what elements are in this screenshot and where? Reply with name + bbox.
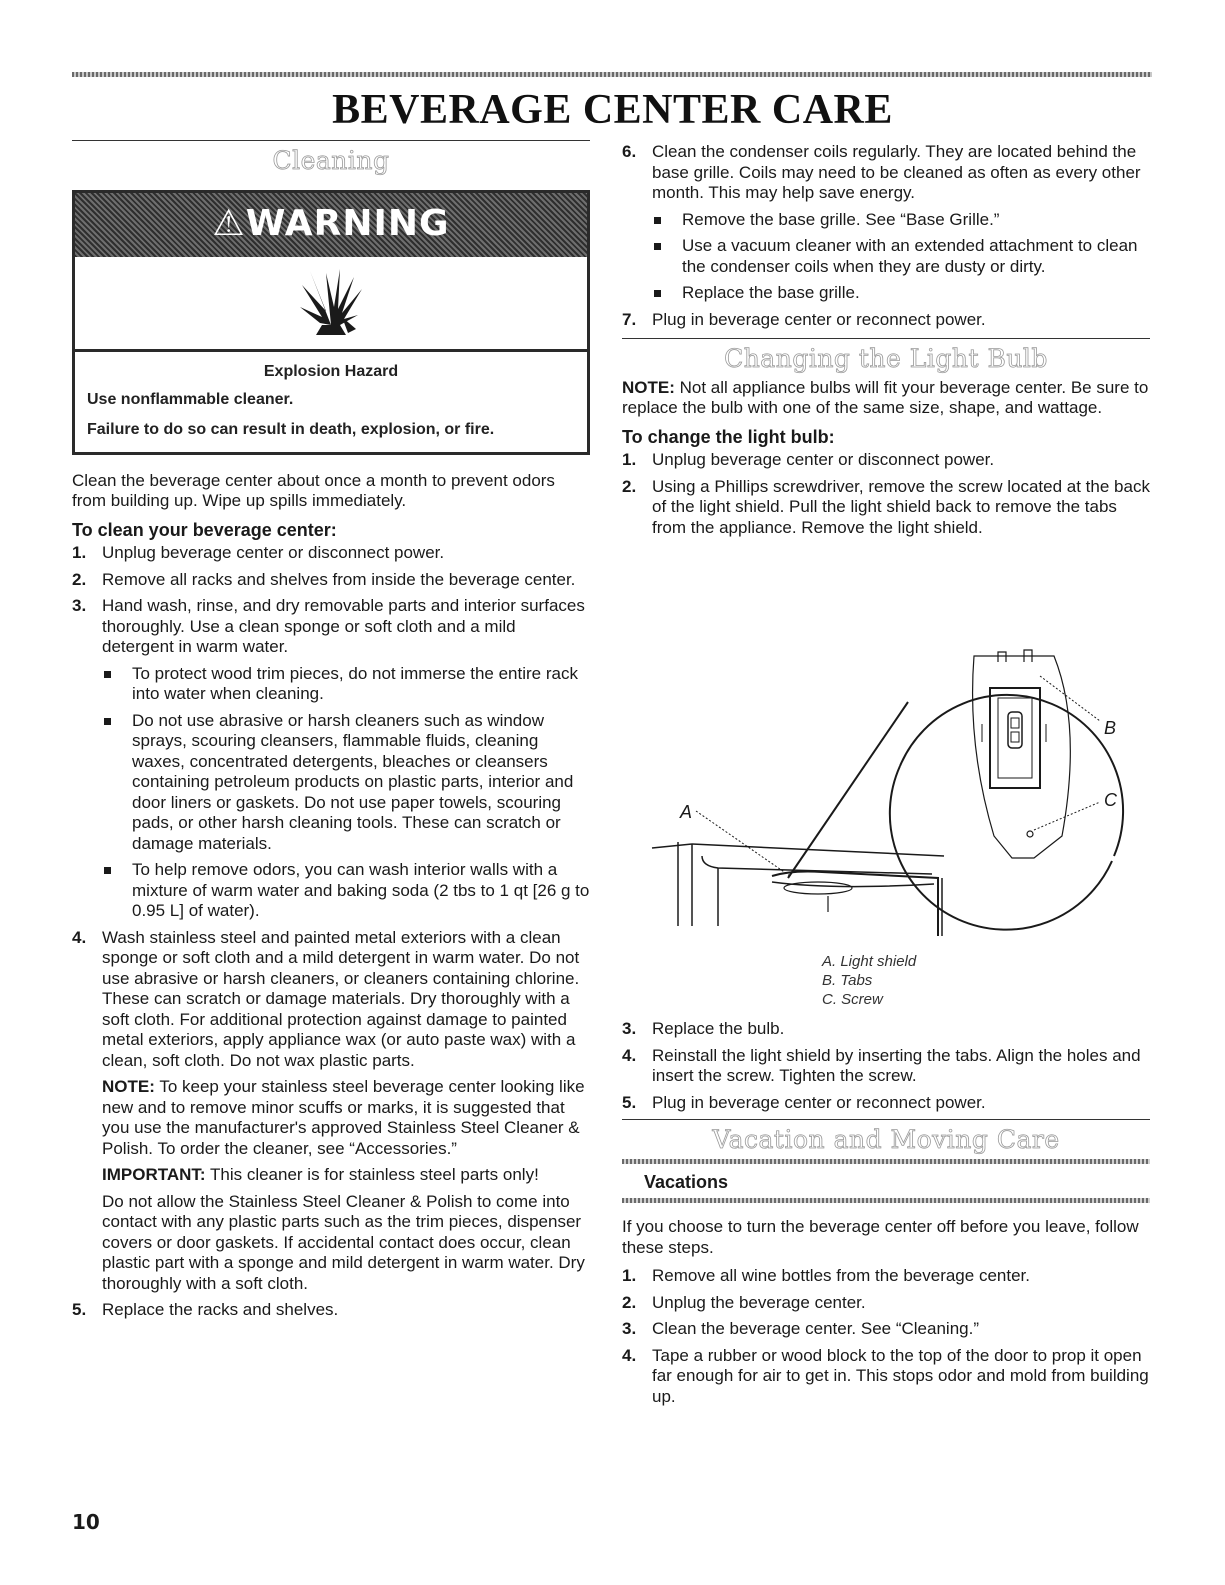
- step-3-bullets: [102, 664, 590, 922]
- caption-b: B. Tabs: [822, 972, 873, 989]
- step-number: 2.: [622, 476, 637, 496]
- cleaning-step-2: [72, 570, 590, 591]
- detail-circle: [900, 695, 1123, 856]
- vacation-section-rule: [622, 1119, 1150, 1120]
- cleaning-intro: Clean the beverage center about once a month to prevent odors from building up. Wipe up spills immediately.: [72, 470, 555, 510]
- step-text: Reinstall the light shield by inserting the tabs. Align the holes and insert the screw. Tighten the screw.: [652, 1045, 1141, 1085]
- top-hatch-rule: [72, 72, 1152, 77]
- step-text: Remove all racks and shelves from inside the beverage center.: [102, 569, 576, 589]
- step-text: Unplug beverage center or disconnect power.: [102, 543, 445, 562]
- vacation-step-4: [622, 1346, 1150, 1408]
- page-number: 10: [72, 1510, 100, 1534]
- bullet-item: Do not use abrasive or harsh cleaners such as window sprays, scouring cleansers, flammable fluids, cleaning waxes, concentrated detergents, bleaches or cleansers containing petroleum products on plastic parts, interior and door liners or gaskets. Do not use paper towels, scouring pads, or other harsh cleaning tools. These can scratch or damage materials.: [102, 711, 590, 855]
- cleaning-step-7: [622, 310, 1150, 331]
- step-text: Hand wash, rinse, and dry removable parts and interior surfaces thoroughly. Use a clean sponge or soft cloth and a mild detergent in warm water.: [102, 596, 585, 656]
- step-text: Replace the bulb.: [652, 1019, 785, 1038]
- warning-header: [75, 193, 587, 257]
- step-number: 4.: [72, 927, 87, 947]
- step-number: 1.: [622, 1266, 637, 1285]
- step-number: 1.: [72, 543, 87, 562]
- bullet-item: To protect wood trim pieces, do not immerse the entire rack into water when cleaning.: [102, 664, 590, 705]
- vacation-hatch-bottom: [622, 1198, 1150, 1203]
- left-column: [72, 140, 590, 1327]
- warning-line-1: Use nonflammable cleaner.: [87, 390, 294, 408]
- warning-symbol-area: [75, 257, 587, 352]
- bulb-subhead: To change the light bulb:: [622, 426, 835, 447]
- important-label: IMPORTANT:: [102, 1165, 206, 1184]
- bulb-heading: Changing the Light Bulb: [724, 344, 1048, 373]
- figure-label-b: B: [1104, 718, 1117, 738]
- cleaning-heading: Cleaning: [272, 146, 390, 175]
- explosion-icon: [296, 267, 366, 339]
- caption-a: A. Light shield: [822, 953, 917, 970]
- shield-outline: [973, 656, 1071, 858]
- step-text: Unplug the beverage center.: [652, 1292, 866, 1312]
- bulb-step-2: [622, 477, 1150, 539]
- step-number: 4.: [622, 1345, 637, 1365]
- warning-hazard-title: Explosion Hazard: [263, 362, 399, 380]
- warning-box: [72, 190, 590, 455]
- cleaning-step-1: [72, 543, 590, 564]
- step-number: 5.: [72, 1300, 87, 1319]
- step-6-bullets: [652, 210, 1150, 304]
- cleaning-step-6: [622, 142, 1150, 304]
- vacation-intro: If you choose to turn the beverage center off before you leave, follow these steps.: [622, 1217, 1139, 1257]
- cleaning-step-4: [72, 928, 590, 1295]
- step-number: 3.: [622, 1019, 637, 1038]
- vacation-step-3: [622, 1319, 1150, 1340]
- page-title: BEVERAGE CENTER CARE: [332, 87, 893, 133]
- condenser-steps: [622, 142, 1150, 330]
- step-number: 2.: [72, 569, 87, 589]
- bulb-step-3: [622, 1019, 1150, 1040]
- step-text: Plug in beverage center or reconnect power.: [652, 309, 986, 329]
- step-text: Tape a rubber or wood block to the top of the door to prop it open far enough for air to get in. This stops odor and mold from building up.: [652, 1345, 1149, 1406]
- bulb-note: [622, 378, 1150, 419]
- bulb-step-1: [622, 450, 1150, 471]
- caption-c: C. Screw: [822, 991, 883, 1008]
- bulb-step-5: [622, 1093, 1150, 1114]
- step-4-extra: Do not allow the Stainless Steel Cleaner & Polish to come into contact with any plastic parts such as the trim pieces, dispenser covers or door gaskets. If accidental contact does occur, clean plastic part with a sponge and mild detergent in warm water. Dry thoroughly with a soft cloth.: [102, 1191, 585, 1293]
- vacation-steps: [622, 1266, 1150, 1407]
- light-shield-figure: [622, 606, 1150, 946]
- warning-text-area: [75, 352, 587, 452]
- step-text: Wash stainless steel and painted metal exteriors with a clean sponge or soft cloth and a mild detergent in warm water. Do not use abrasive or harsh cleaners, or cleaners containing chlorine. These can scratch or damage materials. Dry thoroughly with a soft cloth. For additional protection against damage to painted metal exteriors, apply appliance wax (or auto paste wax) with a clean, soft cloth. Do not wax plastic parts.: [102, 927, 580, 1070]
- vacation-step-1: [622, 1266, 1150, 1287]
- step-4-note: [102, 1077, 590, 1159]
- bullet-item: Replace the base grille.: [652, 283, 1150, 304]
- cleaning-section-rule: [72, 140, 590, 141]
- vacation-heading: Vacation and Moving Care: [712, 1125, 1060, 1154]
- cleaning-step-3: [72, 596, 590, 922]
- step-number: 4.: [622, 1045, 637, 1065]
- step-text: Remove all wine bottles from the beverage center.: [652, 1266, 1030, 1285]
- bulb-steps-b: [622, 1019, 1150, 1113]
- note-text: Not all appliance bulbs will fit your beverage center. Be sure to replace the bulb with one of the same size, shape, and wattage.: [622, 377, 1149, 417]
- step-text: Unplug beverage center or disconnect power.: [652, 450, 995, 469]
- step-text: Replace the racks and shelves.: [102, 1300, 339, 1319]
- step-number: 7.: [622, 309, 637, 329]
- step-number: 1.: [622, 450, 637, 469]
- right-column: [622, 142, 1150, 1413]
- warning-line-2: Failure to do so can result in death, explosion, or fire.: [87, 420, 495, 438]
- cleaning-subhead: To clean your beverage center:: [72, 519, 337, 540]
- light-shield-diagram: [622, 606, 1150, 946]
- bulb-section-rule: [622, 338, 1150, 339]
- note-text: To keep your stainless steel beverage center looking like new and to remove minor scuffs or marks, it is suggested that you use the manufacturer's approved Stainless Steel Cleaner & Polish. To order the cleaner, see “Accessories.”: [102, 1077, 585, 1158]
- vacations-subtitle: Vacations: [644, 1171, 729, 1192]
- note-label: NOTE:: [622, 377, 675, 397]
- cleaning-step-5: [72, 1300, 590, 1321]
- note-label: NOTE:: [102, 1077, 155, 1096]
- step-number: 6.: [622, 142, 637, 161]
- figure-label-a: A: [680, 802, 693, 822]
- step-text: Clean the beverage center. See “Cleaning.”: [652, 1319, 979, 1338]
- bullet-item: Remove the base grille. See “Base Grille.”: [652, 210, 1150, 231]
- bullet-item: To help remove odors, you can wash interior walls with a mixture of warm water and baking soda (2 tbs to 1 qt [26 g to 0.95 L] of water).: [102, 860, 590, 922]
- warning-label: ⚠WARNING: [212, 203, 450, 245]
- step-text: Clean the condenser coils regularly. They are located behind the base grille. Coils may need to be cleaned as often as every other month. This may help save energy.: [652, 142, 1141, 202]
- cleaning-steps: [72, 543, 590, 1321]
- step-4-important: [102, 1165, 590, 1186]
- step-number: 5.: [622, 1092, 637, 1112]
- step-text: Plug in beverage center or reconnect power.: [652, 1092, 986, 1112]
- step-number: 2.: [622, 1292, 637, 1312]
- step-number: 3.: [622, 1319, 637, 1338]
- step-number: 3.: [72, 596, 87, 615]
- figure-label-c: C: [1104, 790, 1117, 810]
- bulb-steps-a: [622, 450, 1150, 538]
- step-text: Using a Phillips screwdriver, remove the screw located at the back of the light shield. Pull the light shield back to remove the tabs from the appliance. Remove the light shield.: [652, 476, 1150, 537]
- important-text: This cleaner is for stainless steel parts only!: [209, 1165, 539, 1184]
- vacation-step-2: [622, 1293, 1150, 1314]
- bulb-step-4: [622, 1046, 1150, 1087]
- bullet-item: Use a vacuum cleaner with an extended attachment to clean the condenser coils when they are dusty or dirty.: [652, 236, 1150, 277]
- screw-mark: [1027, 831, 1033, 837]
- figure-captions: [822, 952, 1150, 1009]
